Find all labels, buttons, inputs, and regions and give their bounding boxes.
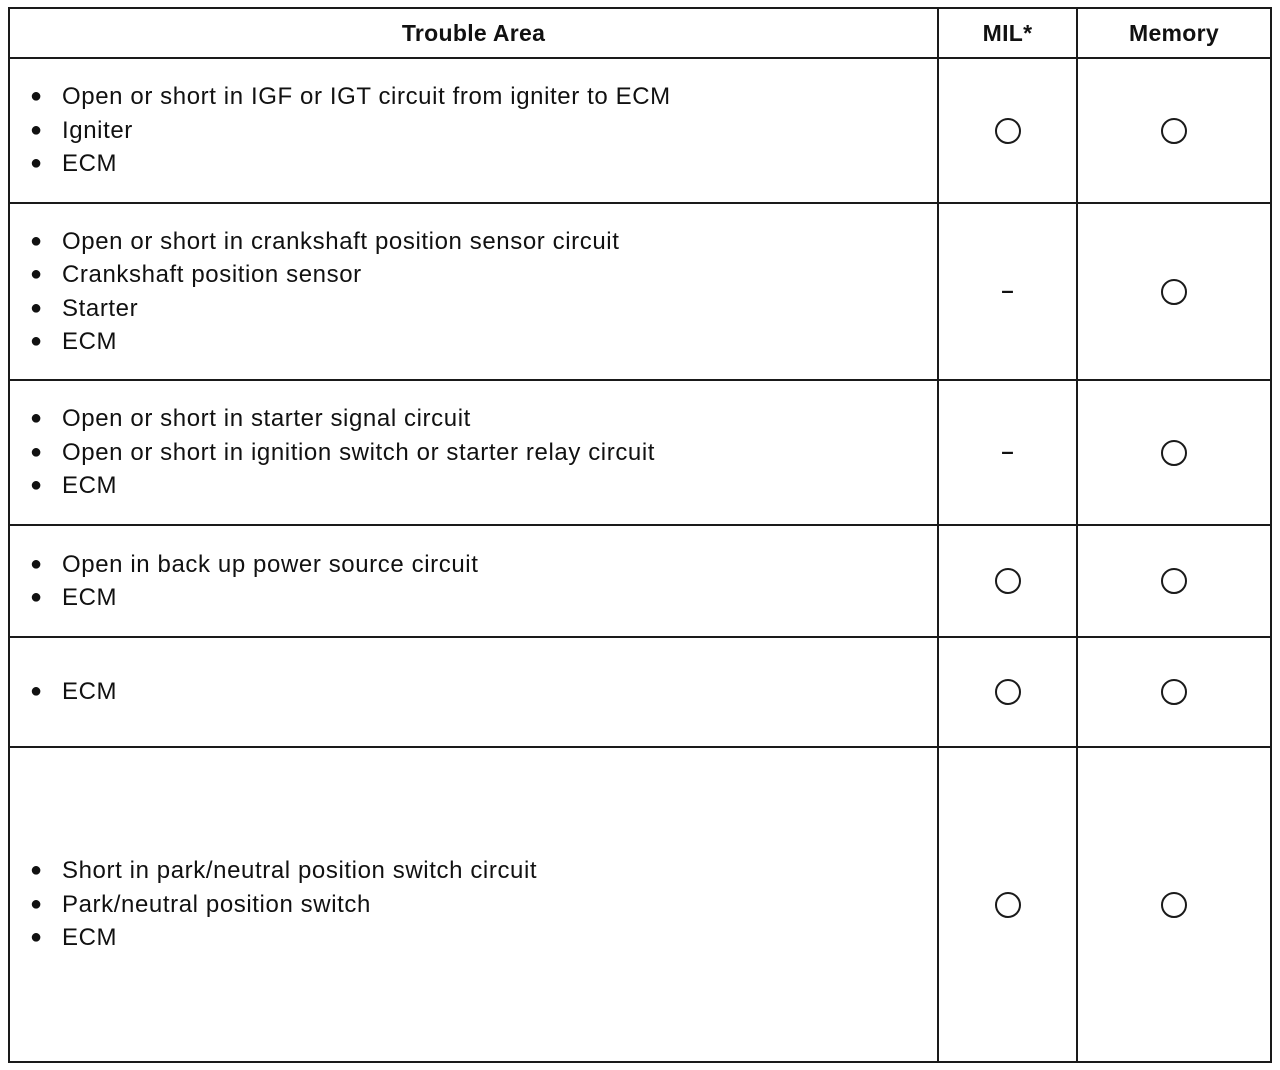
mil-cell xyxy=(938,58,1077,203)
header-memory: Memory xyxy=(1077,8,1271,58)
circle-icon xyxy=(995,679,1021,705)
list-item xyxy=(26,225,937,259)
header-mil: MIL* xyxy=(938,8,1077,58)
mil-cell xyxy=(938,525,1077,637)
list-item xyxy=(26,436,937,470)
dash-mark: – xyxy=(1001,439,1014,464)
list-item-text: Open or short in IGF or IGT circuit from igniter to ECM xyxy=(62,83,671,111)
trouble-area-cell xyxy=(9,380,938,525)
circle-icon xyxy=(1161,679,1187,705)
trouble-area-list xyxy=(26,402,937,503)
table-row xyxy=(9,525,1271,637)
circle-icon xyxy=(995,118,1021,144)
list-item xyxy=(26,854,937,888)
list-item xyxy=(26,675,937,709)
bullet-icon: ● xyxy=(30,586,43,608)
list-item xyxy=(26,548,937,582)
list-item xyxy=(26,114,937,148)
circle-icon xyxy=(1161,118,1187,144)
bullet-icon: ● xyxy=(30,926,43,949)
list-item-text: Open or short in starter signal circuit xyxy=(62,405,471,433)
list-item-text: Park/neutral position switch xyxy=(62,890,371,918)
trouble-area-list xyxy=(26,854,937,955)
bullet-icon: ● xyxy=(30,892,43,915)
trouble-area-cell xyxy=(9,747,938,1062)
table-row xyxy=(9,380,1271,525)
list-item-text: ECM xyxy=(62,472,118,500)
list-item-text: ECM xyxy=(62,150,118,178)
header-trouble-area: Trouble Area xyxy=(9,8,938,58)
table-row xyxy=(9,203,1271,380)
list-item xyxy=(26,469,937,503)
list-item-text: Open or short in ignition switch or starter relay circuit xyxy=(62,438,656,466)
mil-cell xyxy=(938,380,1077,525)
list-item xyxy=(26,402,937,436)
header-row xyxy=(9,8,1271,58)
trouble-area-cell xyxy=(9,203,938,380)
bullet-icon: ● xyxy=(30,152,43,175)
mil-cell xyxy=(938,637,1077,747)
circle-icon xyxy=(995,892,1021,918)
list-item-text: ECM xyxy=(62,678,118,706)
table-body xyxy=(9,58,1271,1062)
list-item xyxy=(26,888,937,922)
list-item-text: Open or short in crankshaft position sensor circuit xyxy=(62,227,620,255)
list-item-text: ECM xyxy=(62,924,118,952)
memory-cell xyxy=(1077,58,1271,203)
table-row xyxy=(9,747,1271,1062)
dash-mark: – xyxy=(1001,278,1014,303)
list-item xyxy=(26,325,937,359)
list-item-text: Short in park/neutral position switch circuit xyxy=(62,857,538,885)
bullet-icon: ● xyxy=(30,296,43,319)
list-item xyxy=(26,147,937,181)
circle-icon xyxy=(995,568,1021,594)
memory-cell xyxy=(1077,747,1271,1062)
bullet-icon: ● xyxy=(30,118,43,141)
circle-icon xyxy=(1161,568,1187,594)
list-item xyxy=(26,581,937,615)
table-row xyxy=(9,58,1271,203)
list-item xyxy=(26,80,937,114)
mil-cell xyxy=(938,747,1077,1062)
list-item xyxy=(26,921,937,955)
list-item-text: Crankshaft position sensor xyxy=(62,261,362,288)
bullet-icon: ● xyxy=(30,85,43,108)
circle-icon xyxy=(1161,440,1187,466)
list-item-text: Igniter xyxy=(62,116,133,144)
list-item-text: Starter xyxy=(62,294,139,322)
circle-icon xyxy=(1161,892,1187,918)
memory-cell xyxy=(1077,637,1271,747)
memory-cell xyxy=(1077,525,1271,637)
bullet-icon: ● xyxy=(30,263,43,285)
trouble-area-table xyxy=(8,7,1272,1063)
bullet-icon: ● xyxy=(30,440,43,463)
trouble-area-list xyxy=(26,80,937,181)
bullet-icon: ● xyxy=(30,407,43,430)
trouble-area-cell xyxy=(9,637,938,747)
bullet-icon: ● xyxy=(30,330,43,352)
list-item-text: Open in back up power source circuit xyxy=(62,550,479,578)
list-item xyxy=(26,258,937,292)
circle-icon xyxy=(1161,279,1187,305)
trouble-area-cell xyxy=(9,525,938,637)
trouble-area-cell xyxy=(9,58,938,203)
list-item-text: ECM xyxy=(62,328,118,355)
bullet-icon: ● xyxy=(30,229,43,252)
bullet-icon: ● xyxy=(30,859,43,882)
bullet-icon: ● xyxy=(30,474,43,497)
trouble-area-list xyxy=(26,548,937,615)
memory-cell xyxy=(1077,380,1271,525)
table-row xyxy=(9,637,1271,747)
trouble-area-list xyxy=(26,225,937,359)
trouble-area-list xyxy=(26,675,937,709)
list-item xyxy=(26,292,937,326)
list-item-text: ECM xyxy=(62,584,118,611)
bullet-icon: ● xyxy=(30,552,43,575)
bullet-icon: ● xyxy=(30,680,43,703)
memory-cell xyxy=(1077,203,1271,380)
mil-cell xyxy=(938,203,1077,380)
